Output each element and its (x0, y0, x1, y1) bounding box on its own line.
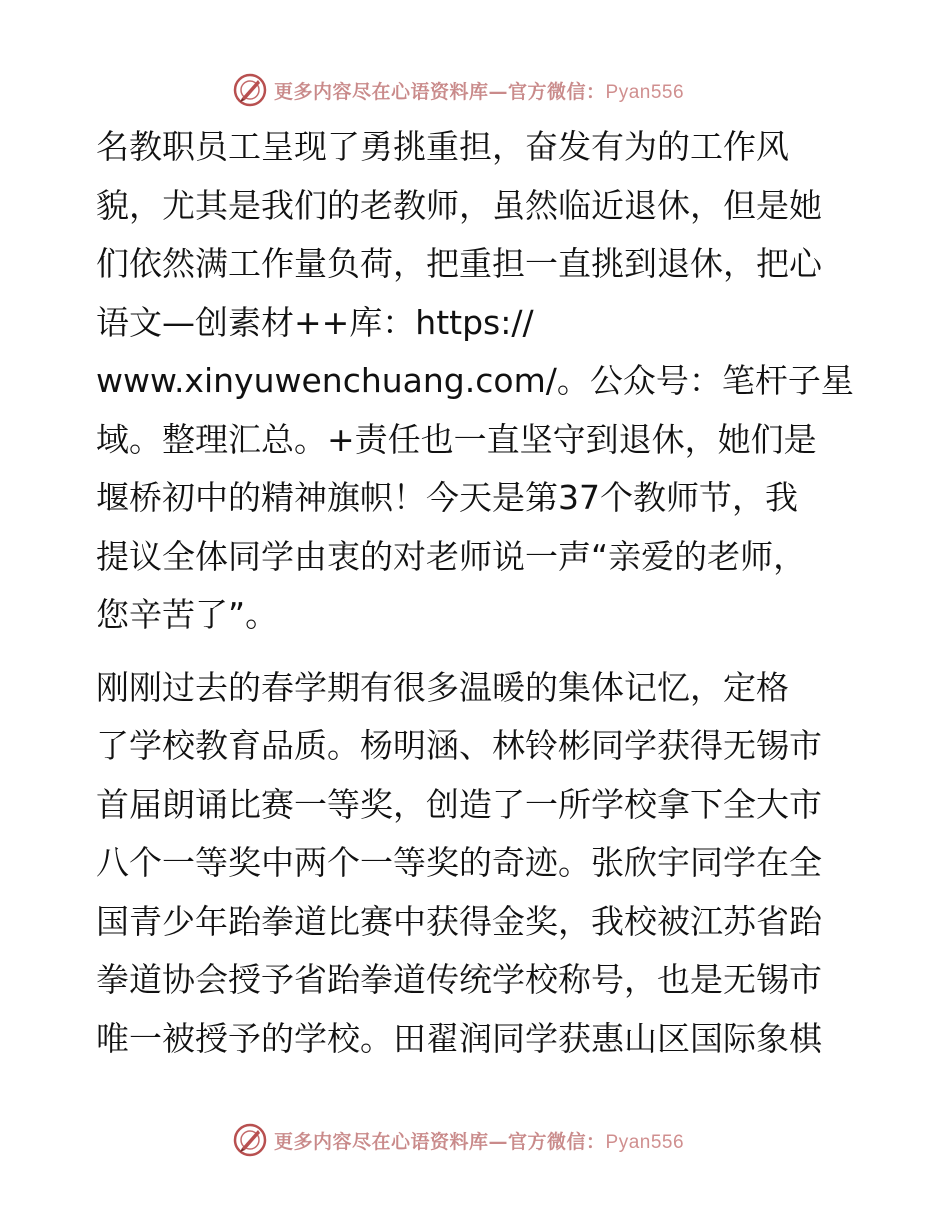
text-line: 们依然满工作量负荷，把重担一直挑到退休，把心 (96, 244, 822, 283)
document-body (96, 118, 866, 1068)
text-line: 名教职员工呈现了勇挑重担，奋发有为的工作风 (96, 127, 789, 166)
header-banner (232, 70, 732, 110)
text-line: www.xinyuwenchuang.com/。公众号：笔杆子星 (96, 361, 854, 400)
wechat-id: Pyan556 (605, 1131, 685, 1153)
text-line: 拳道协会授予省跆拳道传统学校称号，也是无锡市 (96, 960, 822, 999)
text-line: 首届朗诵比赛一等奖，创造了一所学校拿下全大市 (96, 784, 822, 824)
quill-logo-icon (232, 1122, 268, 1158)
text-line: 语文—创素材++库：https:// (96, 302, 534, 342)
banner-label: 更多内容尽在心语资料库—官方微信：Pyan556 (274, 1130, 685, 1153)
text-line: 刚刚过去的春学期有很多温暖的集体记忆，定格 (96, 667, 789, 707)
banner-label: 更多内容尽在心语资料库—官方微信：Pyan556 (274, 80, 685, 103)
text-line: 域。整理汇总。+责任也一直坚守到退休，她们是 (96, 419, 817, 459)
text-line: 貌，尤其是我们的老教师，虽然临近退休，但是她 (96, 185, 822, 225)
text-line: 提议全体同学由衷的对老师说一声“亲爱的老师， (96, 536, 807, 576)
paragraph-1 (96, 118, 866, 645)
paragraph-2 (96, 659, 866, 1069)
quill-logo-icon (232, 72, 268, 108)
wechat-id: Pyan556 (605, 81, 685, 103)
text-line: 国青少年跆拳道比赛中获得金奖，我校被江苏省跆 (96, 901, 822, 941)
text-line: 堰桥初中的精神旗帜！今天是第37个教师节，我 (96, 478, 798, 517)
footer-banner (232, 1120, 732, 1160)
text-line: 八个一等奖中两个一等奖的奇迹。张欣宇同学在全 (96, 843, 822, 882)
text-line: 您辛苦了”。 (96, 595, 279, 634)
text-line: 唯一被授予的学校。田翟润同学获惠山区国际象棋 (96, 1018, 822, 1058)
text-line: 了学校教育品质。杨明涵、林铃彬同学获得无锡市 (96, 726, 822, 765)
